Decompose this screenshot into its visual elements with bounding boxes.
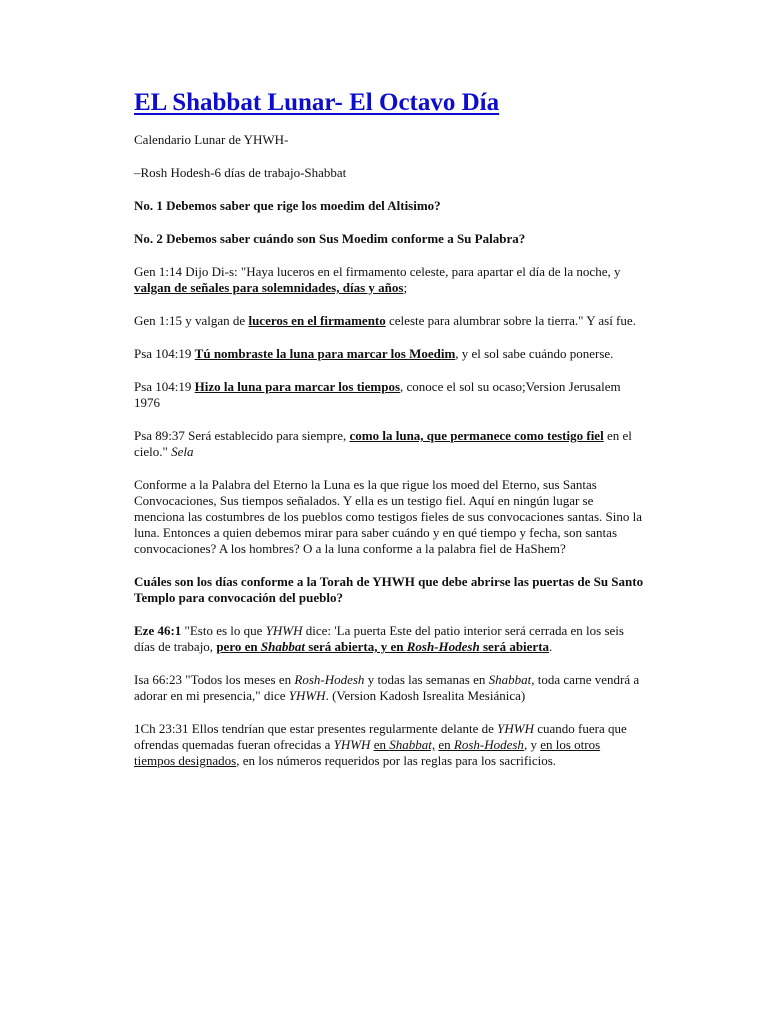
- verse-gen-1-15: [134, 313, 644, 329]
- highlight-text: será abierta: [479, 639, 550, 654]
- verse-text: Psa 89:37 Será establecido para siempre,: [134, 428, 350, 443]
- verse-underline: [374, 737, 435, 752]
- verse-text: .: [549, 639, 553, 654]
- verse-text: , en los números requeridos por las reglas para los sacrificios.: [236, 753, 557, 768]
- verse-italic: Rosh-Hodesh: [294, 672, 365, 687]
- highlight-text: pero en: [216, 639, 261, 654]
- verse-text: Psa 104:19: [134, 346, 195, 361]
- verse-italic: Shabbat,: [488, 672, 535, 687]
- verse-psa-104-19: [134, 346, 644, 362]
- temple-question: Cuáles son los días conforme a la Torah de YHWH que debe abrirse las puertas de Su Santo Templo para convocación del pueblo?: [134, 574, 644, 605]
- verse-text: y todas las semanas en: [364, 672, 489, 687]
- verse-italic: YHWH: [288, 688, 326, 703]
- verse-text: ;: [403, 280, 408, 295]
- underline-text: en: [438, 737, 454, 752]
- verse-underline: en los otros tiempos designados: [134, 737, 601, 768]
- verse-underline: [438, 737, 524, 752]
- verse-highlight: [216, 639, 549, 654]
- verse-highlight: Tú nombraste la luna para marcar los Moedim: [194, 346, 456, 361]
- verse-italic: YHWH: [265, 623, 303, 638]
- verse-text: Isa 66:23 "Todos los meses en: [134, 672, 295, 687]
- verse-text: Gen 1:15 y valgan de: [134, 313, 249, 328]
- verse-text: . (Version Kadosh Isrealita Mesiánica): [325, 688, 526, 703]
- verse-highlight: Hizo la luna para marcar los tiempos: [194, 379, 401, 394]
- calendar-subtitle: Calendario Lunar de YHWH-: [134, 132, 289, 147]
- verse-highlight: valgan de señales para solemnidades, días y años: [134, 280, 404, 295]
- verse-psa-104-19-jerusalem: [134, 379, 644, 411]
- highlight-text: será abierta, y en: [304, 639, 407, 654]
- highlight-italic: Rosh-Hodesh: [406, 639, 480, 654]
- verse-text: , y el sol sabe cuándo ponerse.: [455, 346, 614, 361]
- cycle-line: –Rosh Hodesh-6 días de trabajo-Shabbat: [134, 165, 347, 180]
- verse-text: en el cielo.": [134, 428, 632, 459]
- verse-italic: YHWH: [497, 721, 534, 736]
- verse-text: , conoce el sol su ocaso;Version Jerusalem 1976: [134, 379, 621, 410]
- underline-text: en: [373, 737, 390, 752]
- verse-gen-1-14: [134, 264, 644, 296]
- verse-text: toda carne vendrá a adorar en mi presencia," dice: [134, 672, 640, 703]
- verse-highlight: luceros en el firmamento: [248, 313, 386, 328]
- question-2: No. 2 Debemos saber cuándo son Sus Moedim conforme a Su Palabra?: [134, 231, 526, 246]
- verse-highlight: como la luna, que permanece como testigo fiel: [349, 428, 604, 443]
- verse-psa-89-37: [134, 428, 644, 460]
- commentary-paragraph: Conforme a la Palabra del Eterno la Luna es la que rigue los moed del Eterno, sus Santas Convocaciones, Sus tiempos señalados. Y ella es un testigo fiel. Aquí en ningún lugar se menciona las costumbres de los pueblos como testigos fieles de sus convocaciones santas. Sino la luna. Entonces a quien debemos mirar para saber cuándo y en qué tiempo y fecha, son santas convocaciones? A los hombres? O a la luna conforme a la palabra fiel de HaShem?: [134, 477, 642, 556]
- verse-text: Psa 104:19: [134, 379, 195, 394]
- verse-italic: Sela: [171, 444, 194, 459]
- verse-text: dice: 'La puerta Este del patio interior será cerrada en los seis días de trabajo,: [134, 623, 624, 654]
- verse-text: celeste para alumbrar sobre la tierra." Y así fue.: [385, 313, 636, 328]
- verse-1ch-23-31: [134, 721, 644, 769]
- verse-text: Gen 1:14 Dijo Di-s: "Haya luceros en el firmamento celeste, para apartar el día de la noche, y: [134, 264, 621, 279]
- verse-text: 1Ch 23:31 Ellos tendrían que estar presentes regularmente delante de: [134, 721, 498, 736]
- highlight-italic: Shabbat: [260, 639, 305, 654]
- underline-italic: Rosh-Hodesh: [453, 737, 524, 752]
- verse-text: , y: [523, 737, 541, 752]
- question-1: No. 1 Debemos saber que rige los moedim del Altisimo?: [134, 198, 441, 213]
- document-body: [134, 88, 644, 786]
- verse-eze-46-1: [134, 623, 644, 655]
- verse-isa-66-23: [134, 672, 644, 704]
- verse-text: "Esto es lo que: [181, 623, 266, 638]
- verse-reference: Eze 46:1: [134, 623, 182, 638]
- verse-italic: YHWH: [333, 737, 371, 752]
- verse-text: cuando fuera que ofrendas quemadas fueran ofrecidas a: [134, 721, 627, 752]
- underline-italic: Shabbat,: [389, 737, 436, 752]
- document-title: EL Shabbat Lunar- El Octavo Día: [134, 89, 500, 116]
